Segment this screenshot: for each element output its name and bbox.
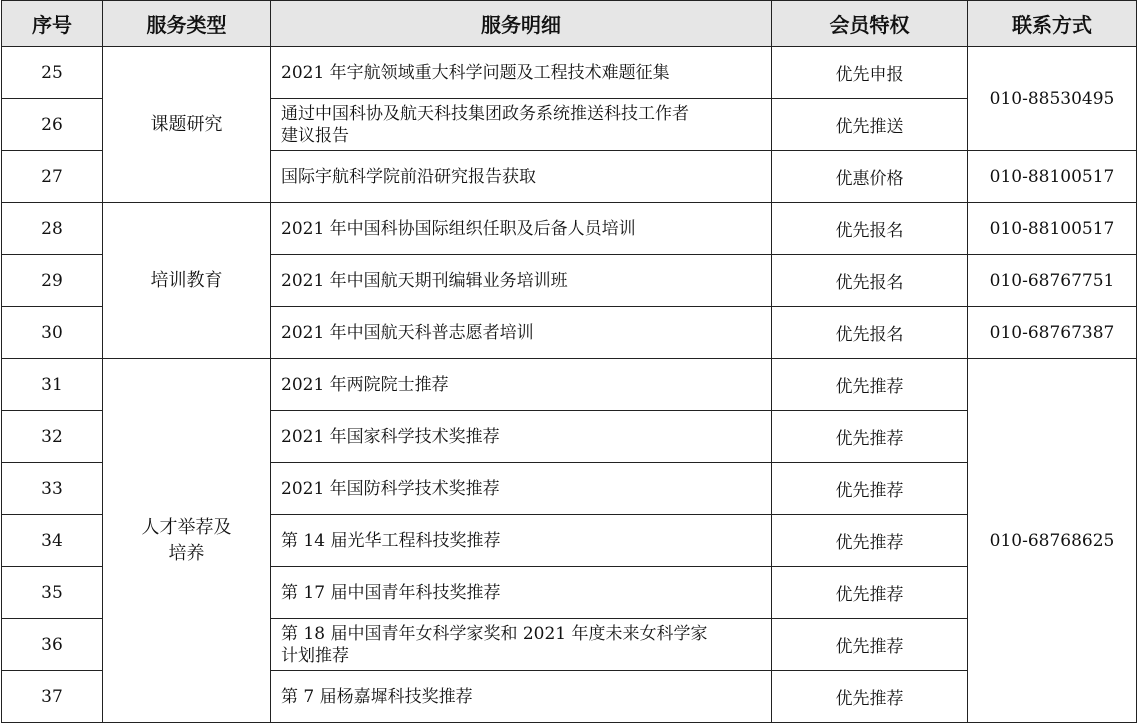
row-detail: 2021 年中国航天科普志愿者培训	[271, 307, 772, 359]
row-contact: 010-88100517	[968, 203, 1137, 255]
row-contact: 010-68767387	[968, 307, 1137, 359]
row-detail-line2: 计划推荐	[281, 645, 349, 666]
row-detail	[271, 619, 772, 671]
row-privilege: 优惠价格	[772, 151, 968, 203]
services-table	[1, 0, 1137, 723]
row-detail-line1: 第 18 届中国青年女科学家奖和 2021 年度未来女科学家	[281, 623, 708, 644]
category-training: 培训教育	[103, 203, 271, 359]
row-no: 29	[2, 255, 103, 307]
header-detail: 服务明细	[271, 1, 772, 47]
row-no: 33	[2, 463, 103, 515]
row-detail: 第 7 届杨嘉墀科技奖推荐	[271, 671, 772, 723]
row-detail: 2021 年两院院士推荐	[271, 359, 772, 411]
row-no: 30	[2, 307, 103, 359]
row-detail: 2021 年中国科协国际组织任职及后备人员培训	[271, 203, 772, 255]
row-detail: 第 14 届光华工程科技奖推荐	[271, 515, 772, 567]
table-row	[2, 47, 1137, 99]
category-talent-line2: 培养	[168, 542, 205, 564]
contact-research: 010-88530495	[968, 47, 1137, 151]
row-no: 25	[2, 47, 103, 99]
category-talent-line1: 人才举荐及	[141, 516, 232, 538]
row-detail-line1: 通过中国科协及航天科技集团政务系统推送科技工作者	[281, 103, 689, 124]
row-no: 37	[2, 671, 103, 723]
row-privilege: 优先推荐	[772, 463, 968, 515]
row-detail: 第 17 届中国青年科技奖推荐	[271, 567, 772, 619]
header-row	[2, 1, 1137, 47]
row-privilege: 优先报名	[772, 307, 968, 359]
header-type: 服务类型	[103, 1, 271, 47]
row-privilege: 优先推送	[772, 99, 968, 151]
row-contact: 010-68767751	[968, 255, 1137, 307]
row-detail: 国际宇航科学院前沿研究报告获取	[271, 151, 772, 203]
category-research: 课题研究	[103, 47, 271, 203]
row-no: 34	[2, 515, 103, 567]
table-row	[2, 203, 1137, 255]
row-privilege: 优先推荐	[772, 359, 968, 411]
row-detail	[271, 99, 772, 151]
row-no: 36	[2, 619, 103, 671]
row-privilege: 优先推荐	[772, 619, 968, 671]
row-no: 26	[2, 99, 103, 151]
row-privilege: 优先推荐	[772, 567, 968, 619]
row-privilege: 优先申报	[772, 47, 968, 99]
row-no: 32	[2, 411, 103, 463]
row-no: 27	[2, 151, 103, 203]
row-detail-line2: 建议报告	[281, 125, 349, 146]
row-privilege: 优先推荐	[772, 411, 968, 463]
row-no: 35	[2, 567, 103, 619]
row-no: 31	[2, 359, 103, 411]
row-contact: 010-88100517	[968, 151, 1137, 203]
row-detail: 2021 年国防科学技术奖推荐	[271, 463, 772, 515]
row-privilege: 优先报名	[772, 203, 968, 255]
row-privilege: 优先推荐	[772, 515, 968, 567]
row-privilege: 优先推荐	[772, 671, 968, 723]
header-contact: 联系方式	[968, 1, 1137, 47]
contact-talent: 010-68768625	[968, 359, 1137, 723]
table-row	[2, 359, 1137, 411]
row-detail: 2021 年中国航天期刊编辑业务培训班	[271, 255, 772, 307]
row-detail: 2021 年宇航领域重大科学问题及工程技术难题征集	[271, 47, 772, 99]
row-no: 28	[2, 203, 103, 255]
header-privilege: 会员特权	[772, 1, 968, 47]
row-detail: 2021 年国家科学技术奖推荐	[271, 411, 772, 463]
category-talent	[103, 359, 271, 723]
header-no: 序号	[2, 1, 103, 47]
row-privilege: 优先报名	[772, 255, 968, 307]
